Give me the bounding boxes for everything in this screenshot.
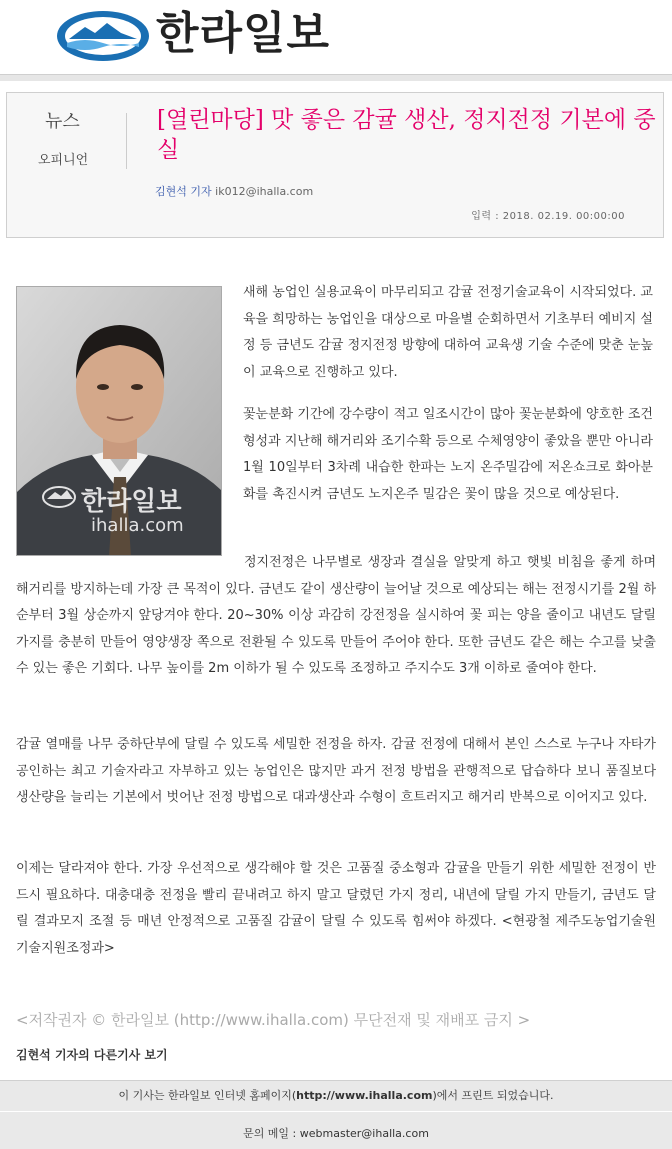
print-note-prefix: 이 기사는 한라일보 인터넷 홈페이지( — [118, 1089, 297, 1102]
publish-date: 입력 : 2018. 02.19. 00:00:00 — [471, 211, 625, 222]
article-paragraph: 새해 농업인 실용교육이 마무리되고 감귤 전정기술교육이 시작되었다. 교육을 희망하는 농업인을 대상으로 마을별 순회하면서 기초부터 예비지 설정 등 금년도 감귤 정지전정 방향에 대하여 교육생 기술 수준에 맞춘 눈높이 교육으로 진행하고 있다. — [243, 285, 653, 380]
category-divider — [126, 113, 127, 169]
header-divider — [0, 74, 672, 81]
article-paragraph: 이제는 달라져야 한다. 가장 우선적으로 생각해야 할 것은 고품질 중소형과 감귤을 만들기 위한 세밀한 전정이 반드시 필요하다. 대충대충 전정을 빨리 끝내려고 하지 말고 달렸던 가지 정리, 내년에 달릴 가지 만들기, 금년도 달릴 결과모지 조절 등 매년 안정적으로 고품질 감귤이 달릴 수 있도록 힘써야 하겠다. <현광철 제주도농업기술원 기술지원조정과> — [16, 861, 656, 956]
article-title: [열린마당] 맛 좋은 감귤 생산, 정지전정 기본에 중실 — [157, 107, 656, 163]
subcategory-label[interactable]: 오피니언 — [38, 153, 89, 168]
article-header — [6, 92, 664, 238]
copyright-notice: <저작권자 © 한라일보 (http://www.ihalla.com) 무단전재 및 재배포 금지 > — [16, 1011, 531, 1029]
author-email[interactable]: ik012@ihalla.com — [215, 185, 314, 198]
site-header — [0, 0, 672, 72]
byline — [155, 183, 313, 199]
article-paragraph: 꽃눈분화 기간에 강수량이 적고 일조시간이 많아 꽃눈분화에 양호한 조건 형성과 지난해 해거리와 조기수확 등으로 수체영양이 좋았을 뿐만 아니라 1월 10일부터 3차례 내습한 한파는 노지 온주밀감에 저온쇼크로 화아분화를 촉진시켜 금년도 노지온주 밀감은 꽃이 많을 것으로 예상된다. — [243, 407, 653, 502]
halla-logo-icon[interactable] — [55, 9, 151, 63]
category-label[interactable]: 뉴스 — [45, 111, 80, 132]
brand-logo-text[interactable]: 한라일보 — [156, 8, 331, 59]
photo-watermark-site: ihalla.com — [91, 515, 184, 536]
print-note-suffix: )에서 프린트 되었습니다. — [432, 1089, 554, 1102]
author-photo — [16, 286, 222, 556]
more-articles-link[interactable]: 김현석 기자의 다른기사 보기 — [16, 1048, 168, 1062]
site-url-link[interactable]: http://www.ihalla.com — [296, 1089, 433, 1102]
print-footer — [0, 1080, 672, 1149]
author-name[interactable]: 김현석 기자 — [155, 185, 212, 198]
article-paragraph: 정지전정은 나무별로 생장과 결실을 알맞게 하고 햇빛 비침을 좋게 하며 해거리를 방지하는데 가장 큰 목적이 있다. 금년도 같이 생산량이 늘어날 것으로 예상되는 해는 전정시기를 2월 하순부터 3월 상순까지 앞당겨야 한다. 20~30% 이상 과감히 강전정을 실시하여 꽃 피는 양을 줄이고 내년도 달릴 가지를 충분히 만들어 영양생장 쪽으로 전환될 수 있도록 만들어 주어야 한다. 또한 금년도 같은 해는 수고를 낮출 수 있는 좋은 기회다. 나무 높이를 2m 이하가 될 수 있도록 조정하고 주지수도 3개 이하로 줄여야 한다. — [16, 555, 656, 676]
print-note — [0, 1087, 672, 1103]
article-paragraph: 감귤 열매를 나무 중하단부에 달릴 수 있도록 세밀한 전정을 하자. 감귤 전정에 대해서 본인 스스로 누구나 자타가 공인하는 최고 기술자라고 자부하고 있는 농업인은 많지만 과거 전정 방법을 관행적으로 답습하다 보니 품질보다 생산량을 늘리는 기본에서 벗어난 전정 방법으로 대과생산과 수형이 흐트러지고 해거리 반복으로 이어지고 있다. — [16, 737, 656, 805]
contact-email[interactable]: 문의 메일 : webmaster@ihalla.com — [243, 1127, 429, 1140]
footer-divider — [0, 1111, 672, 1112]
photo-watermark-brand: 한라일보 — [81, 487, 182, 517]
